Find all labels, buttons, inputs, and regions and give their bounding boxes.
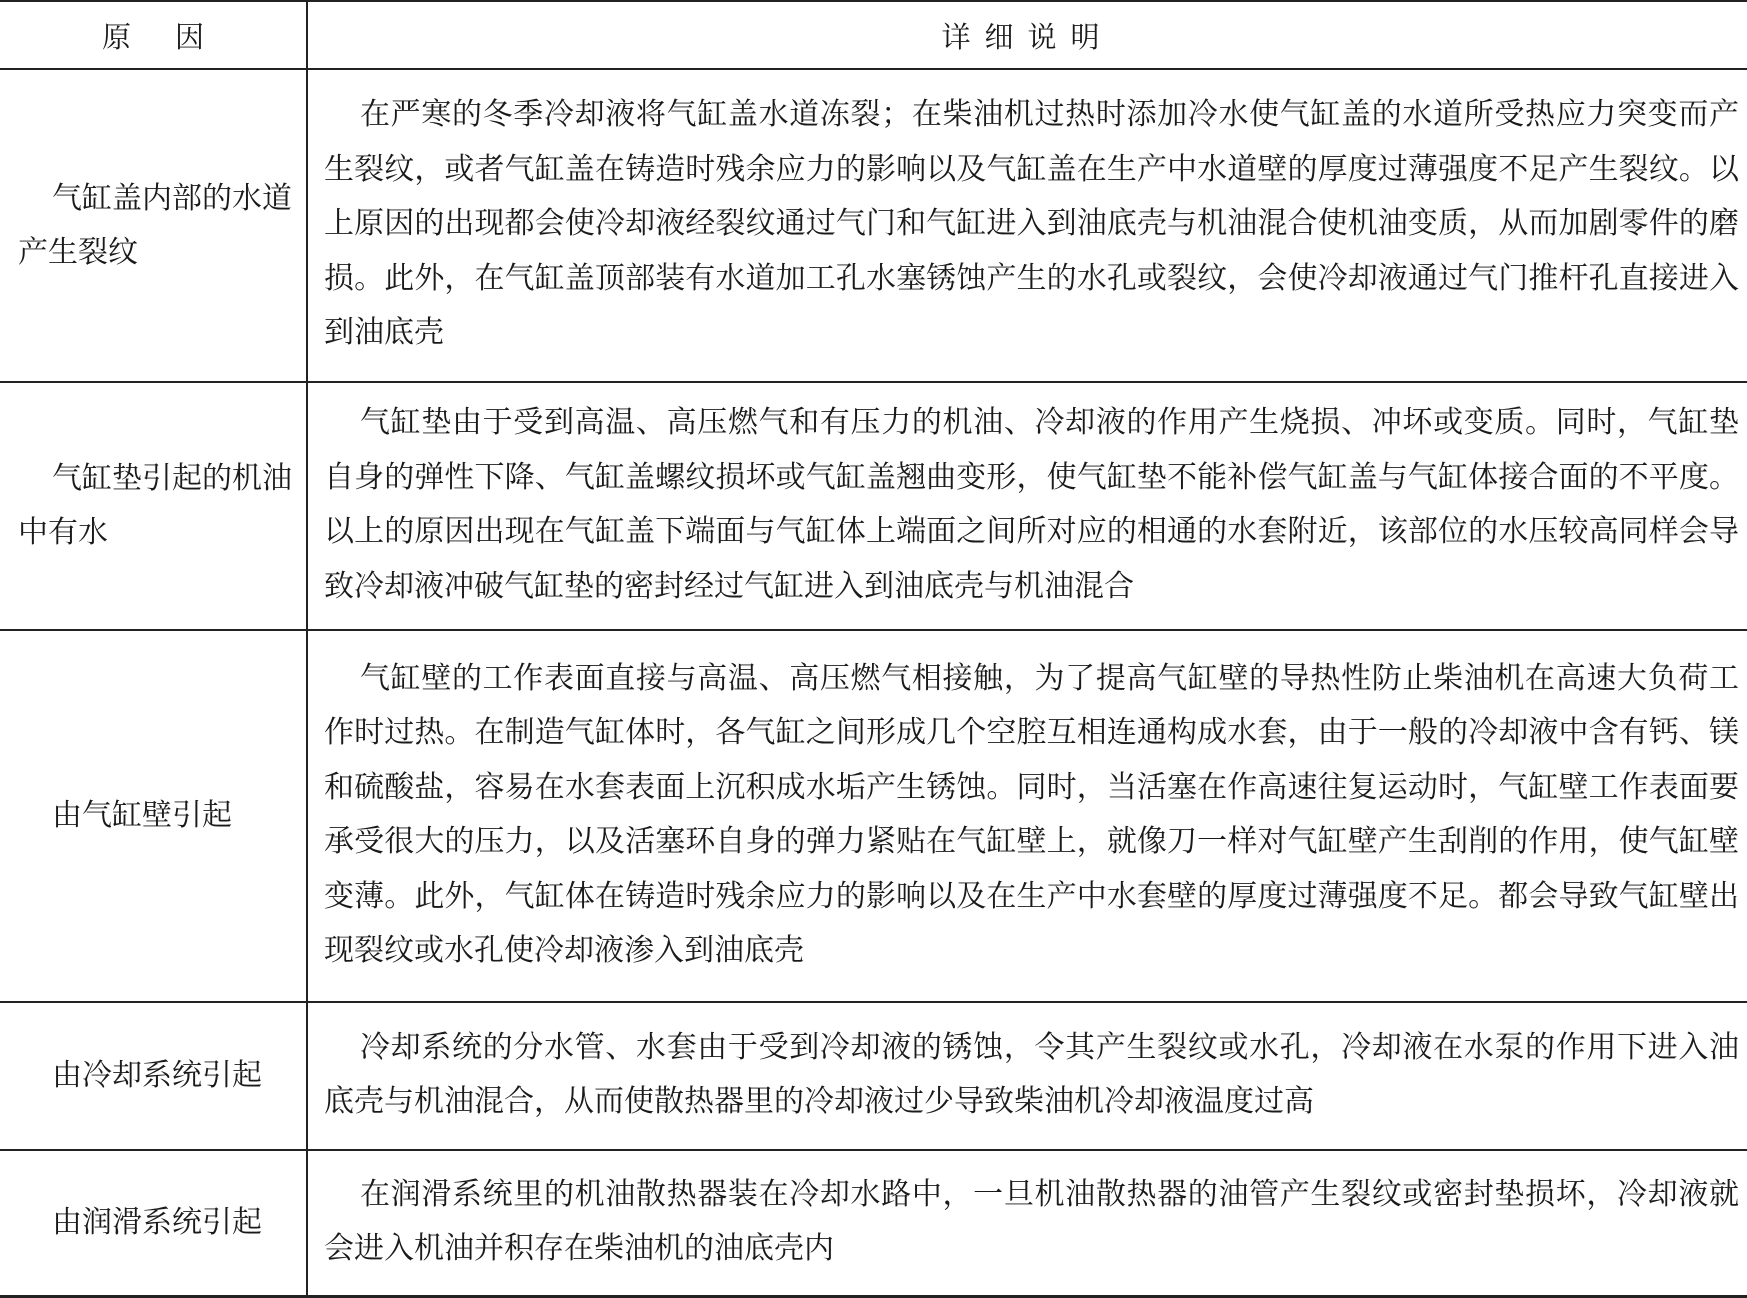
table-row (0, 1002, 1747, 1150)
header-cause: 原因 (0, 1, 307, 69)
detail-cell: 气缸壁的工作表面直接与高温、高压燃气相接触，为了提高气缸壁的导热性防止柴油机在高速大负荷工作时过热。在制造气缸体时，各气缸之间形成几个空腔互相连通构成水套，由于一般的冷却液中含有钙、镁和硫酸盐，容易在水套表面上沉积成水垢产生锈蚀。同时，当活塞在作高速往复运动时，气缸壁工作表面要承受很大的压力，以及活塞环自身的弹力紧贴在气缸壁上，就像刀一样对气缸壁产生刮削的作用，使气缸壁变薄。此外，气缸体在铸造时残余应力的影响以及在生产中水套壁的厚度过薄强度不足。都会导致气缸壁出现裂纹或水孔使冷却液渗入到油底壳 (307, 630, 1747, 1002)
table-row (0, 630, 1747, 1002)
header-row (0, 1, 1747, 69)
table-row (0, 1150, 1747, 1297)
table-row (0, 69, 1747, 382)
detail-cell: 气缸垫由于受到高温、高压燃气和有压力的机油、冷却液的作用产生烧损、冲坏或变质。同时，气缸垫自身的弹性下降、气缸盖螺纹损坏或气缸盖翘曲变形，使气缸垫不能补偿气缸盖与气缸体接合面的不平度。以上的原因出现在气缸盖下端面与气缸体上端面之间所对应的相通的水套附近，该部位的水压较高同样会导致冷却液冲破气缸垫的密封经过气缸进入到油底壳与机油混合 (307, 382, 1747, 630)
cause-cell: 由气缸壁引起 (0, 630, 307, 1002)
header-detail: 详细说明 (307, 1, 1747, 69)
cause-cell: 气缸垫引起的机油中有水 (0, 382, 307, 630)
table-row (0, 382, 1747, 630)
detail-cell: 在严寒的冬季冷却液将气缸盖水道冻裂；在柴油机过热时添加冷水使气缸盖的水道所受热应力突变而产生裂纹，或者气缸盖在铸造时残余应力的影响以及气缸盖在生产中水道壁的厚度过薄强度不足产生裂纹。以上原因的出现都会使冷却液经裂纹通过气门和气缸进入到油底壳与机油混合使机油变质，从而加剧零件的磨损。此外，在气缸盖顶部装有水道加工孔水塞锈蚀产生的水孔或裂纹，会使冷却液通过气门推杆孔直接进入到油底壳 (307, 69, 1747, 382)
cause-cell: 由润滑系统引起 (0, 1150, 307, 1297)
cause-cell: 气缸盖内部的水道产生裂纹 (0, 69, 307, 382)
detail-cell: 在润滑系统里的机油散热器装在冷却水路中，一旦机油散热器的油管产生裂纹或密封垫损坏，冷却液就会进入机油并积存在柴油机的油底壳内 (307, 1150, 1747, 1297)
detail-cell: 冷却系统的分水管、水套由于受到冷却液的锈蚀，令其产生裂纹或水孔，冷却液在水泵的作用下进入油底壳与机油混合，从而使散热器里的冷却液过少导致柴油机冷却液温度过高 (307, 1002, 1747, 1150)
cause-cell: 由冷却系统引起 (0, 1002, 307, 1150)
